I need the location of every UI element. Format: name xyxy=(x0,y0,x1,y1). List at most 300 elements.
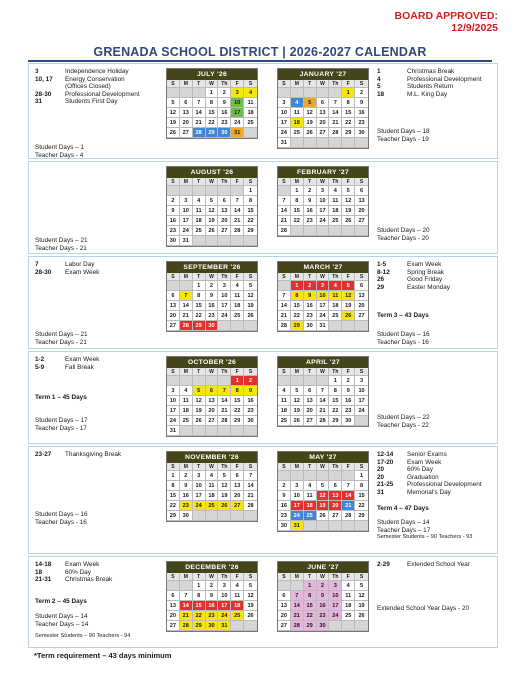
day-cell xyxy=(317,376,330,386)
day-cell: 15 xyxy=(329,396,342,406)
day-cell: 30 xyxy=(206,321,219,331)
day-cell: 27 xyxy=(167,321,180,331)
event-item xyxy=(377,561,470,569)
weekday-header: Th xyxy=(218,178,231,186)
weekday-header: Th xyxy=(218,463,231,471)
day-cell: 9 xyxy=(304,291,317,301)
day-cell: 24 xyxy=(193,501,206,511)
day-cell: 21 xyxy=(342,501,355,511)
weekday-header: W xyxy=(206,80,219,88)
day-cell: 2 xyxy=(278,481,291,491)
month-title: SEPTEMBER '26 xyxy=(167,262,257,273)
day-cell: 13 xyxy=(304,396,317,406)
day-cell xyxy=(342,321,355,331)
event-text: Christmas Break xyxy=(407,68,455,75)
day-cell: 10 xyxy=(278,108,291,118)
day-cell: 25 xyxy=(206,501,219,511)
month-calendar xyxy=(166,451,258,522)
day-cell: 15 xyxy=(244,206,257,216)
day-count-line: Teacher Days - 21 xyxy=(35,338,87,346)
event-item xyxy=(377,83,482,91)
event-text: Senior Exams xyxy=(407,451,447,458)
day-grid xyxy=(278,80,368,148)
day-cell: 1 xyxy=(304,581,317,591)
day-cell xyxy=(291,88,304,98)
day-cell: 15 xyxy=(342,108,355,118)
day-cell: 4 xyxy=(329,186,342,196)
day-cell: 30 xyxy=(180,511,193,521)
day-cell: 21 xyxy=(244,491,257,501)
weekday-header: F xyxy=(342,80,355,88)
event-list xyxy=(35,68,140,106)
day-counts xyxy=(377,605,469,613)
day-cell: 6 xyxy=(167,591,180,601)
day-cell xyxy=(329,321,342,331)
day-cell: 18 xyxy=(231,301,244,311)
weekday-header: F xyxy=(231,463,244,471)
day-cell: 14 xyxy=(180,301,193,311)
event-date xyxy=(35,83,65,91)
day-cell: 20 xyxy=(206,406,219,416)
event-date: 1-2 xyxy=(35,356,45,363)
day-cell: 26 xyxy=(317,511,330,521)
day-cell xyxy=(278,581,291,591)
day-cell: 25 xyxy=(342,611,355,621)
day-cell: 27 xyxy=(355,311,368,321)
day-cell: 20 xyxy=(317,118,330,128)
day-count-line: Teacher Days - 22 xyxy=(377,421,429,429)
day-cell: 26 xyxy=(342,216,355,226)
day-cell xyxy=(278,471,291,481)
weekday-header: T xyxy=(193,573,206,581)
day-cell: 25 xyxy=(231,611,244,621)
day-cell xyxy=(206,426,219,436)
day-cell: 20 xyxy=(231,491,244,501)
day-cell: 7 xyxy=(218,386,231,396)
day-cell xyxy=(193,186,206,196)
day-cell: 28 xyxy=(180,321,193,331)
event-text: Exam Week xyxy=(65,561,100,568)
day-cell xyxy=(167,376,180,386)
event-text: Graduation xyxy=(407,473,439,481)
day-cell: 2 xyxy=(304,281,317,291)
day-cell xyxy=(180,376,193,386)
day-cell xyxy=(206,236,219,246)
day-cell: 8 xyxy=(231,386,244,396)
day-cell: 30 xyxy=(244,416,257,426)
event-item xyxy=(377,68,482,76)
day-cell: 10 xyxy=(193,481,206,491)
day-cell: 18 xyxy=(244,108,257,118)
day-cell xyxy=(193,511,206,521)
weekday-header: T xyxy=(304,273,317,281)
event-item xyxy=(35,356,99,364)
day-cell: 18 xyxy=(231,601,244,611)
day-count-line: Teacher Days - 21 xyxy=(35,244,87,252)
day-cell: 11 xyxy=(193,206,206,216)
event-text: Good Friday xyxy=(407,276,443,284)
day-cell: 16 xyxy=(218,108,231,118)
event-date: 17-20 xyxy=(377,458,394,466)
event-item xyxy=(35,98,140,106)
day-cell xyxy=(291,376,304,386)
day-cell: 31 xyxy=(231,128,244,138)
calendar-row xyxy=(28,256,498,349)
day-grid xyxy=(278,368,368,426)
event-date: 2-29 xyxy=(377,561,390,568)
event-item xyxy=(35,83,140,91)
day-cell: 27 xyxy=(231,501,244,511)
day-counts xyxy=(377,227,430,242)
day-cell: 24 xyxy=(218,611,231,621)
month-title: OCTOBER '26 xyxy=(167,357,257,368)
day-cell: 4 xyxy=(244,88,257,98)
day-count-line: Teacher Days - 17 xyxy=(35,424,87,432)
day-cell: 27 xyxy=(329,511,342,521)
day-cell: 24 xyxy=(291,511,304,521)
day-count-line: Student Days – 1 xyxy=(35,144,85,151)
day-cell: 21 xyxy=(180,311,193,321)
day-cell: 13 xyxy=(167,601,180,611)
event-item xyxy=(377,481,482,489)
day-cell: 25 xyxy=(193,226,206,236)
day-cell: 14 xyxy=(317,396,330,406)
day-cell: 9 xyxy=(304,196,317,206)
day-cell: 20 xyxy=(355,206,368,216)
event-date: 26 xyxy=(377,276,385,284)
weekday-header: Th xyxy=(329,273,342,281)
calendar-row xyxy=(28,351,498,444)
day-cell: 27 xyxy=(180,128,193,138)
month-title: JANUARY '27 xyxy=(278,69,368,80)
day-cell xyxy=(355,521,368,531)
day-cell: 8 xyxy=(342,98,355,108)
day-cell: 23 xyxy=(342,406,355,416)
day-cell: 24 xyxy=(180,226,193,236)
day-cell: 13 xyxy=(355,291,368,301)
day-cell: 31 xyxy=(291,521,304,531)
day-counts xyxy=(35,511,88,526)
day-cell: 9 xyxy=(244,386,257,396)
event-item xyxy=(377,276,450,284)
day-cell: 3 xyxy=(180,196,193,206)
day-cell: 26 xyxy=(206,226,219,236)
day-cell: 18 xyxy=(206,491,219,501)
day-cell xyxy=(193,236,206,246)
day-cell: 10 xyxy=(231,98,244,108)
weekday-header: Th xyxy=(329,368,342,376)
event-text: 60% Day xyxy=(65,568,91,576)
day-cell: 29 xyxy=(355,511,368,521)
event-text: Memorial's Day xyxy=(407,488,451,496)
day-cell: 16 xyxy=(206,601,219,611)
day-cell: 19 xyxy=(342,206,355,216)
day-cell: 18 xyxy=(278,406,291,416)
day-cell: 21 xyxy=(317,406,330,416)
day-cell: 28 xyxy=(193,128,206,138)
day-cell xyxy=(231,621,244,631)
day-cell: 5 xyxy=(304,98,317,108)
day-cell xyxy=(180,88,193,98)
day-cell: 19 xyxy=(167,118,180,128)
weekday-header: M xyxy=(291,80,304,88)
day-cell: 2 xyxy=(342,376,355,386)
weekday-header: T xyxy=(304,368,317,376)
weekday-header: W xyxy=(317,273,330,281)
day-cell xyxy=(206,376,219,386)
day-cell: 17 xyxy=(180,216,193,226)
weekday-header: F xyxy=(342,273,355,281)
day-cell: 30 xyxy=(167,236,180,246)
day-cell: 10 xyxy=(291,491,304,501)
day-count-line: Teacher Days - 16 xyxy=(35,518,87,526)
month-title: JUNE '27 xyxy=(278,562,368,573)
month-calendar xyxy=(277,451,369,532)
day-cell xyxy=(355,416,368,426)
event-item xyxy=(35,68,140,76)
day-cell xyxy=(317,521,330,531)
day-cell: 8 xyxy=(167,481,180,491)
day-cell: 14 xyxy=(180,601,193,611)
day-cell: 4 xyxy=(329,281,342,291)
weekday-header: S xyxy=(244,178,257,186)
day-cell: 17 xyxy=(193,491,206,501)
day-cell xyxy=(244,621,257,631)
weekday-header: M xyxy=(291,573,304,581)
day-cell: 10 xyxy=(329,591,342,601)
day-cell: 24 xyxy=(278,128,291,138)
day-cell: 20 xyxy=(355,301,368,311)
day-cell xyxy=(304,138,317,148)
event-item xyxy=(377,91,482,99)
day-cell: 15 xyxy=(291,301,304,311)
event-item xyxy=(35,569,112,577)
event-date: 8-12 xyxy=(377,268,390,276)
day-cell xyxy=(167,186,180,196)
month-title: FEBRUARY '27 xyxy=(278,167,368,178)
day-cell: 21 xyxy=(278,216,291,226)
event-text: Students First Day xyxy=(65,98,118,106)
day-cell: 22 xyxy=(231,406,244,416)
day-count-line: Extended School Year Days - 20 xyxy=(377,605,470,612)
weekday-header: S xyxy=(278,463,291,471)
day-cell: 5 xyxy=(355,581,368,591)
event-text: Students Return xyxy=(407,83,454,91)
day-cell xyxy=(231,511,244,521)
weekday-header: W xyxy=(317,573,330,581)
day-cell xyxy=(180,581,193,591)
day-cell: 15 xyxy=(193,601,206,611)
day-cell: 26 xyxy=(244,611,257,621)
day-cell: 4 xyxy=(342,581,355,591)
day-cell xyxy=(304,88,317,98)
day-cell xyxy=(304,376,317,386)
day-cell xyxy=(329,521,342,531)
month-title: AUGUST '26 xyxy=(167,167,257,178)
day-cell: 11 xyxy=(231,291,244,301)
weekday-header: M xyxy=(180,463,193,471)
day-cell: 16 xyxy=(180,491,193,501)
day-cell: 23 xyxy=(317,611,330,621)
day-cell xyxy=(167,281,180,291)
day-cell: 2 xyxy=(218,88,231,98)
weekday-header: S xyxy=(355,178,368,186)
day-cell: 25 xyxy=(180,416,193,426)
day-cell: 28 xyxy=(231,226,244,236)
day-cell: 1 xyxy=(329,376,342,386)
month-calendar xyxy=(277,356,369,427)
month-title: DECEMBER '26 xyxy=(167,562,257,573)
day-cell: 13 xyxy=(206,396,219,406)
day-cell: 19 xyxy=(355,601,368,611)
event-text: Christmas Break xyxy=(65,576,113,584)
day-cell: 21 xyxy=(180,611,193,621)
day-cell: 28 xyxy=(180,621,193,631)
day-cell: 26 xyxy=(218,501,231,511)
day-cell: 9 xyxy=(218,98,231,108)
event-text: Easter Monday xyxy=(407,283,450,291)
day-cell: 2 xyxy=(180,471,193,481)
day-cell: 6 xyxy=(167,291,180,301)
weekday-header: Th xyxy=(218,80,231,88)
day-cell: 1 xyxy=(206,88,219,98)
day-cell: 14 xyxy=(342,491,355,501)
day-cell: 17 xyxy=(218,301,231,311)
day-cell: 23 xyxy=(206,611,219,621)
day-cell: 27 xyxy=(355,216,368,226)
day-cell: 29 xyxy=(167,511,180,521)
day-cell: 13 xyxy=(355,196,368,206)
day-cell xyxy=(218,426,231,436)
weekday-header: S xyxy=(278,178,291,186)
day-count-line: Student Days – 14 xyxy=(377,519,430,526)
day-cell: 25 xyxy=(278,416,291,426)
day-cell: 17 xyxy=(231,108,244,118)
day-cell: 30 xyxy=(355,128,368,138)
day-cell: 26 xyxy=(342,311,355,321)
weekday-header: T xyxy=(193,273,206,281)
event-list xyxy=(35,561,112,584)
day-cell: 16 xyxy=(167,216,180,226)
day-cell: 25 xyxy=(304,511,317,521)
day-cell: 1 xyxy=(244,186,257,196)
day-count-line: Teacher Days - 16 xyxy=(377,338,429,346)
day-cell: 11 xyxy=(304,491,317,501)
day-count-line: Teacher Days – 17 xyxy=(377,526,431,534)
day-cell: 23 xyxy=(355,118,368,128)
day-cell: 21 xyxy=(193,118,206,128)
day-cell: 21 xyxy=(291,611,304,621)
day-cell: 17 xyxy=(317,301,330,311)
weekday-header: M xyxy=(180,573,193,581)
day-cell: 20 xyxy=(167,311,180,321)
day-cell: 7 xyxy=(342,481,355,491)
day-cell: 31 xyxy=(218,621,231,631)
day-cell: 19 xyxy=(342,301,355,311)
day-cell: 12 xyxy=(317,491,330,501)
day-cell xyxy=(206,186,219,196)
weekday-header: W xyxy=(317,463,330,471)
day-cell: 23 xyxy=(218,118,231,128)
day-cell: 27 xyxy=(304,416,317,426)
day-cell: 12 xyxy=(342,291,355,301)
day-cell xyxy=(342,471,355,481)
day-counts xyxy=(377,128,430,143)
day-cell: 5 xyxy=(218,471,231,481)
day-cell: 20 xyxy=(180,118,193,128)
day-cell: 2 xyxy=(206,581,219,591)
event-list xyxy=(377,451,482,497)
weekday-header: M xyxy=(180,368,193,376)
day-cell: 6 xyxy=(329,481,342,491)
day-cell: 23 xyxy=(206,311,219,321)
day-cell: 13 xyxy=(317,108,330,118)
month-title: NOVEMBER '26 xyxy=(167,452,257,463)
day-cell: 7 xyxy=(180,591,193,601)
day-cell: 8 xyxy=(206,98,219,108)
day-count-line: Teacher Days - 20 xyxy=(377,234,429,242)
day-cell: 7 xyxy=(193,98,206,108)
day-cell: 8 xyxy=(355,481,368,491)
day-cell: 18 xyxy=(304,501,317,511)
day-cell xyxy=(218,321,231,331)
day-grid xyxy=(167,368,257,436)
day-cell: 23 xyxy=(244,406,257,416)
day-cell: 17 xyxy=(291,501,304,511)
day-cell: 22 xyxy=(193,311,206,321)
weekday-header: M xyxy=(180,273,193,281)
day-cell: 19 xyxy=(218,491,231,501)
day-cell: 9 xyxy=(355,98,368,108)
day-cell: 7 xyxy=(231,196,244,206)
event-text: Exam Week xyxy=(65,268,100,276)
day-cell xyxy=(244,321,257,331)
day-cell: 6 xyxy=(206,386,219,396)
day-cell xyxy=(278,376,291,386)
weekday-header: S xyxy=(244,463,257,471)
day-cell: 31 xyxy=(167,426,180,436)
weekday-header: Th xyxy=(329,573,342,581)
event-date: 3 xyxy=(35,68,39,75)
day-cell: 12 xyxy=(244,291,257,301)
board-approved-stamp xyxy=(395,10,498,34)
day-cell xyxy=(317,471,330,481)
day-cell: 7 xyxy=(291,591,304,601)
calendar-row xyxy=(28,446,498,554)
day-cell: 18 xyxy=(180,406,193,416)
weekday-header: T xyxy=(304,80,317,88)
day-cell: 2 xyxy=(167,196,180,206)
day-count-line: Teacher Days – 14 xyxy=(35,620,89,628)
weekday-header: W xyxy=(317,368,330,376)
day-cell: 17 xyxy=(278,118,291,128)
day-cell: 26 xyxy=(304,128,317,138)
day-cell: 16 xyxy=(206,301,219,311)
day-cell: 9 xyxy=(180,481,193,491)
day-cell: 6 xyxy=(355,281,368,291)
weekday-header: T xyxy=(304,178,317,186)
day-cell: 15 xyxy=(231,396,244,406)
day-cell: 5 xyxy=(291,386,304,396)
day-cell: 28 xyxy=(244,501,257,511)
event-item xyxy=(35,91,140,99)
day-cell: 5 xyxy=(167,98,180,108)
day-cell: 26 xyxy=(193,416,206,426)
day-cell: 30 xyxy=(342,416,355,426)
day-cell: 21 xyxy=(218,406,231,416)
term-total: Term 2 – 45 Days xyxy=(35,598,87,605)
weekday-header: S xyxy=(167,368,180,376)
